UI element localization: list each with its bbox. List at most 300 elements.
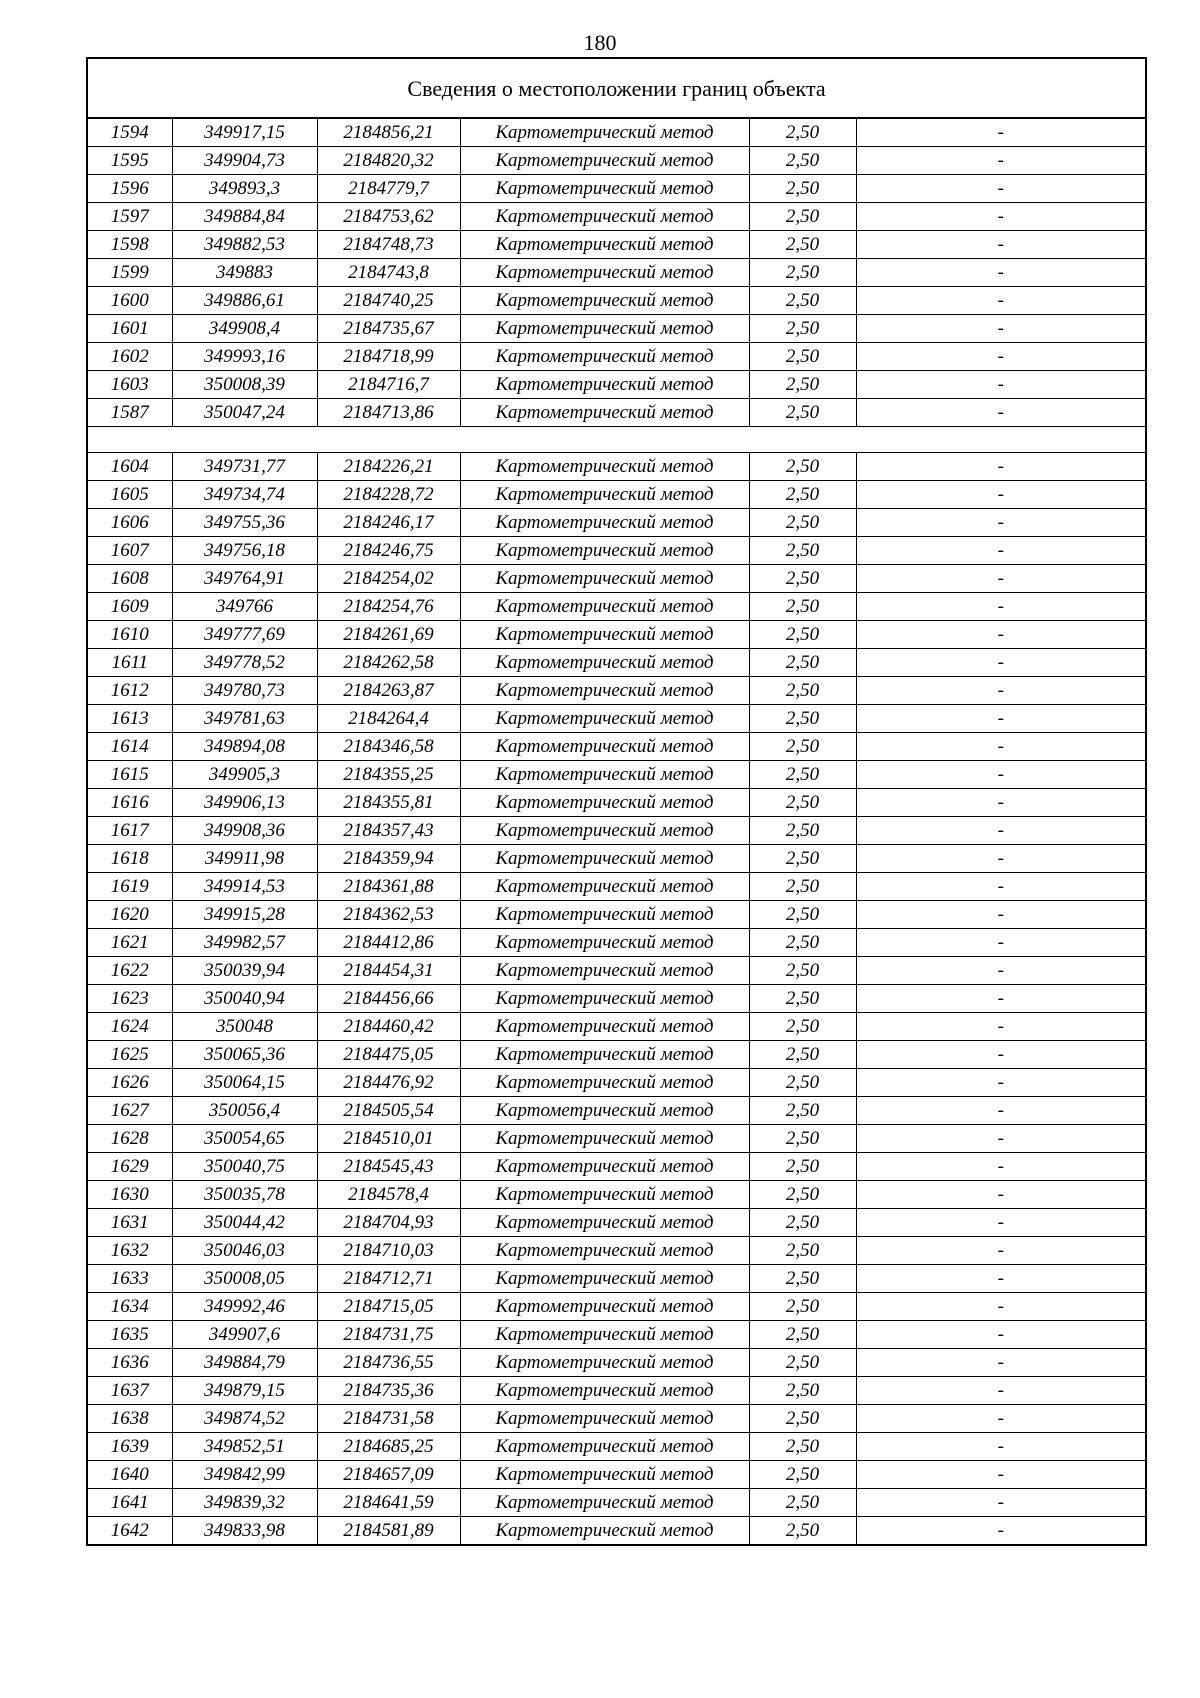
y-coordinate-cell: 2184361,88	[317, 873, 460, 901]
y-coordinate-cell: 2184716,7	[317, 371, 460, 399]
note-cell: -	[856, 1377, 1145, 1405]
point-number-cell: 1624	[88, 1013, 172, 1041]
method-cell: Картометрический метод	[460, 677, 749, 705]
table-row	[88, 1209, 1145, 1237]
x-coordinate-cell: 349904,73	[172, 147, 317, 175]
y-coordinate-cell: 2184263,87	[317, 677, 460, 705]
table-row	[88, 873, 1145, 901]
table-row	[88, 1433, 1145, 1461]
accuracy-cell: 2,50	[749, 371, 856, 399]
point-number-cell: 1642	[88, 1517, 172, 1545]
accuracy-cell: 2,50	[749, 1069, 856, 1097]
point-number-cell: 1635	[88, 1321, 172, 1349]
note-cell: -	[856, 565, 1145, 593]
table-row	[88, 147, 1145, 175]
table-row	[88, 1489, 1145, 1517]
y-coordinate-cell: 2184657,09	[317, 1461, 460, 1489]
point-number-cell: 1610	[88, 621, 172, 649]
x-coordinate-cell: 350035,78	[172, 1181, 317, 1209]
table-row	[88, 1321, 1145, 1349]
accuracy-cell: 2,50	[749, 175, 856, 203]
x-coordinate-cell: 349731,77	[172, 453, 317, 481]
x-coordinate-cell: 349911,98	[172, 845, 317, 873]
method-cell: Картометрический метод	[460, 1209, 749, 1237]
accuracy-cell: 2,50	[749, 957, 856, 985]
method-cell: Картометрический метод	[460, 1349, 749, 1377]
x-coordinate-cell: 350065,36	[172, 1041, 317, 1069]
note-cell: -	[856, 119, 1145, 147]
method-cell: Картометрический метод	[460, 1461, 749, 1489]
note-cell: -	[856, 1097, 1145, 1125]
x-coordinate-cell: 349777,69	[172, 621, 317, 649]
table-row	[88, 453, 1145, 481]
accuracy-cell: 2,50	[749, 399, 856, 427]
point-number-cell: 1599	[88, 259, 172, 287]
table-row	[88, 1517, 1145, 1545]
point-number-cell: 1603	[88, 371, 172, 399]
x-coordinate-cell: 349884,84	[172, 203, 317, 231]
accuracy-cell: 2,50	[749, 1125, 856, 1153]
method-cell: Картометрический метод	[460, 1405, 749, 1433]
point-number-cell: 1609	[88, 593, 172, 621]
note-cell: -	[856, 817, 1145, 845]
method-cell: Картометрический метод	[460, 371, 749, 399]
note-cell: -	[856, 649, 1145, 677]
note-cell: -	[856, 677, 1145, 705]
accuracy-cell: 2,50	[749, 287, 856, 315]
table-row	[88, 1265, 1145, 1293]
point-number-cell: 1611	[88, 649, 172, 677]
accuracy-cell: 2,50	[749, 593, 856, 621]
accuracy-cell: 2,50	[749, 677, 856, 705]
x-coordinate-cell: 350056,4	[172, 1097, 317, 1125]
point-number-cell: 1616	[88, 789, 172, 817]
y-coordinate-cell: 2184362,53	[317, 901, 460, 929]
table-row	[88, 621, 1145, 649]
table-row	[88, 1293, 1145, 1321]
table-row	[88, 203, 1145, 231]
point-number-cell: 1594	[88, 119, 172, 147]
y-coordinate-cell: 2184456,66	[317, 985, 460, 1013]
point-number-cell: 1608	[88, 565, 172, 593]
y-coordinate-cell: 2184731,75	[317, 1321, 460, 1349]
note-cell: -	[856, 147, 1145, 175]
accuracy-cell: 2,50	[749, 789, 856, 817]
x-coordinate-cell: 349756,18	[172, 537, 317, 565]
note-cell: -	[856, 343, 1145, 371]
separator-cell	[88, 427, 1145, 453]
table-row	[88, 761, 1145, 789]
point-number-cell: 1638	[88, 1405, 172, 1433]
table-row	[88, 1013, 1145, 1041]
method-cell: Картометрический метод	[460, 733, 749, 761]
x-coordinate-cell: 350054,65	[172, 1125, 317, 1153]
note-cell: -	[856, 203, 1145, 231]
method-cell: Картометрический метод	[460, 481, 749, 509]
table-title: Сведения о местоположении границ объекта	[88, 59, 1145, 119]
point-number-cell: 1618	[88, 845, 172, 873]
method-cell: Картометрический метод	[460, 1377, 749, 1405]
method-cell: Картометрический метод	[460, 929, 749, 957]
note-cell: -	[856, 1153, 1145, 1181]
table-row	[88, 565, 1145, 593]
x-coordinate-cell: 350008,05	[172, 1265, 317, 1293]
y-coordinate-cell: 2184228,72	[317, 481, 460, 509]
table-row	[88, 1097, 1145, 1125]
note-cell: -	[856, 371, 1145, 399]
accuracy-cell: 2,50	[749, 873, 856, 901]
method-cell: Картометрический метод	[460, 957, 749, 985]
table-row	[88, 1041, 1145, 1069]
note-cell: -	[856, 957, 1145, 985]
note-cell: -	[856, 287, 1145, 315]
table-row	[88, 231, 1145, 259]
note-cell: -	[856, 315, 1145, 343]
table-row	[88, 537, 1145, 565]
note-cell: -	[856, 453, 1145, 481]
x-coordinate-cell: 349893,3	[172, 175, 317, 203]
y-coordinate-cell: 2184476,92	[317, 1069, 460, 1097]
x-coordinate-cell: 349908,36	[172, 817, 317, 845]
point-number-cell: 1598	[88, 231, 172, 259]
note-cell: -	[856, 621, 1145, 649]
method-cell: Картометрический метод	[460, 593, 749, 621]
x-coordinate-cell: 349833,98	[172, 1517, 317, 1545]
point-number-cell: 1619	[88, 873, 172, 901]
note-cell: -	[856, 1461, 1145, 1489]
accuracy-cell: 2,50	[749, 1489, 856, 1517]
x-coordinate-cell: 349993,16	[172, 343, 317, 371]
note-cell: -	[856, 873, 1145, 901]
method-cell: Картометрический метод	[460, 343, 749, 371]
accuracy-cell: 2,50	[749, 1461, 856, 1489]
accuracy-cell: 2,50	[749, 985, 856, 1013]
method-cell: Картометрический метод	[460, 203, 749, 231]
note-cell: -	[856, 1293, 1145, 1321]
x-coordinate-cell: 349879,15	[172, 1377, 317, 1405]
table-row	[88, 1405, 1145, 1433]
point-number-cell: 1636	[88, 1349, 172, 1377]
x-coordinate-cell: 349874,52	[172, 1405, 317, 1433]
y-coordinate-cell: 2184510,01	[317, 1125, 460, 1153]
y-coordinate-cell: 2184359,94	[317, 845, 460, 873]
coordinates-table	[88, 119, 1145, 1544]
x-coordinate-cell: 349886,61	[172, 287, 317, 315]
point-number-cell: 1595	[88, 147, 172, 175]
y-coordinate-cell: 2184779,7	[317, 175, 460, 203]
y-coordinate-cell: 2184355,81	[317, 789, 460, 817]
note-cell: -	[856, 845, 1145, 873]
x-coordinate-cell: 350039,94	[172, 957, 317, 985]
accuracy-cell: 2,50	[749, 1209, 856, 1237]
accuracy-cell: 2,50	[749, 1405, 856, 1433]
method-cell: Картометрический метод	[460, 1433, 749, 1461]
method-cell: Картометрический метод	[460, 1265, 749, 1293]
y-coordinate-cell: 2184641,59	[317, 1489, 460, 1517]
point-number-cell: 1629	[88, 1153, 172, 1181]
note-cell: -	[856, 1181, 1145, 1209]
accuracy-cell: 2,50	[749, 1377, 856, 1405]
x-coordinate-cell: 350040,94	[172, 985, 317, 1013]
y-coordinate-cell: 2184713,86	[317, 399, 460, 427]
accuracy-cell: 2,50	[749, 119, 856, 147]
point-number-cell: 1621	[88, 929, 172, 957]
table-row	[88, 175, 1145, 203]
y-coordinate-cell: 2184712,71	[317, 1265, 460, 1293]
x-coordinate-cell: 349842,99	[172, 1461, 317, 1489]
point-number-cell: 1604	[88, 453, 172, 481]
point-number-cell: 1639	[88, 1433, 172, 1461]
table-row	[88, 929, 1145, 957]
accuracy-cell: 2,50	[749, 343, 856, 371]
accuracy-cell: 2,50	[749, 733, 856, 761]
accuracy-cell: 2,50	[749, 761, 856, 789]
x-coordinate-cell: 349908,4	[172, 315, 317, 343]
coordinates-table-body	[88, 119, 1145, 1544]
table-row	[88, 985, 1145, 1013]
note-cell: -	[856, 1125, 1145, 1153]
x-coordinate-cell: 350040,75	[172, 1153, 317, 1181]
accuracy-cell: 2,50	[749, 1517, 856, 1545]
accuracy-cell: 2,50	[749, 1041, 856, 1069]
accuracy-cell: 2,50	[749, 315, 856, 343]
method-cell: Картометрический метод	[460, 1321, 749, 1349]
accuracy-cell: 2,50	[749, 509, 856, 537]
table-row	[88, 1237, 1145, 1265]
note-cell: -	[856, 537, 1145, 565]
x-coordinate-cell: 349780,73	[172, 677, 317, 705]
note-cell: -	[856, 1349, 1145, 1377]
x-coordinate-cell: 349914,53	[172, 873, 317, 901]
x-coordinate-cell: 349839,32	[172, 1489, 317, 1517]
method-cell: Картометрический метод	[460, 537, 749, 565]
method-cell: Картометрический метод	[460, 399, 749, 427]
y-coordinate-cell: 2184254,02	[317, 565, 460, 593]
x-coordinate-cell: 350008,39	[172, 371, 317, 399]
note-cell: -	[856, 175, 1145, 203]
note-cell: -	[856, 1405, 1145, 1433]
note-cell: -	[856, 1489, 1145, 1517]
point-number-cell: 1627	[88, 1097, 172, 1125]
accuracy-cell: 2,50	[749, 649, 856, 677]
note-cell: -	[856, 705, 1145, 733]
method-cell: Картометрический метод	[460, 565, 749, 593]
point-number-cell: 1641	[88, 1489, 172, 1517]
accuracy-cell: 2,50	[749, 901, 856, 929]
accuracy-cell: 2,50	[749, 453, 856, 481]
y-coordinate-cell: 2184710,03	[317, 1237, 460, 1265]
y-coordinate-cell: 2184753,62	[317, 203, 460, 231]
accuracy-cell: 2,50	[749, 705, 856, 733]
x-coordinate-cell: 349883	[172, 259, 317, 287]
table-row	[88, 817, 1145, 845]
point-number-cell: 1602	[88, 343, 172, 371]
point-number-cell: 1615	[88, 761, 172, 789]
table-row	[88, 371, 1145, 399]
x-coordinate-cell: 349894,08	[172, 733, 317, 761]
x-coordinate-cell: 349915,28	[172, 901, 317, 929]
point-number-cell: 1612	[88, 677, 172, 705]
point-number-cell: 1613	[88, 705, 172, 733]
note-cell: -	[856, 1041, 1145, 1069]
accuracy-cell: 2,50	[749, 203, 856, 231]
method-cell: Картометрический метод	[460, 817, 749, 845]
table-row	[88, 287, 1145, 315]
method-cell: Картометрический метод	[460, 1181, 749, 1209]
note-cell: -	[856, 481, 1145, 509]
point-number-cell: 1600	[88, 287, 172, 315]
y-coordinate-cell: 2184254,76	[317, 593, 460, 621]
point-number-cell: 1617	[88, 817, 172, 845]
accuracy-cell: 2,50	[749, 817, 856, 845]
y-coordinate-cell: 2184545,43	[317, 1153, 460, 1181]
table-row	[88, 901, 1145, 929]
table-row	[88, 315, 1145, 343]
method-cell: Картометрический метод	[460, 621, 749, 649]
point-number-cell: 1628	[88, 1125, 172, 1153]
y-coordinate-cell: 2184740,25	[317, 287, 460, 315]
point-number-cell: 1625	[88, 1041, 172, 1069]
point-number-cell: 1607	[88, 537, 172, 565]
note-cell: -	[856, 1069, 1145, 1097]
accuracy-cell: 2,50	[749, 231, 856, 259]
note-cell: -	[856, 399, 1145, 427]
method-cell: Картометрический метод	[460, 1293, 749, 1321]
table-separator-row	[88, 427, 1145, 453]
table-row	[88, 1461, 1145, 1489]
point-number-cell: 1597	[88, 203, 172, 231]
y-coordinate-cell: 2184704,93	[317, 1209, 460, 1237]
table-row	[88, 1349, 1145, 1377]
y-coordinate-cell: 2184355,25	[317, 761, 460, 789]
method-cell: Картометрический метод	[460, 1013, 749, 1041]
table-row	[88, 733, 1145, 761]
accuracy-cell: 2,50	[749, 259, 856, 287]
method-cell: Картометрический метод	[460, 1153, 749, 1181]
method-cell: Картометрический метод	[460, 1097, 749, 1125]
y-coordinate-cell: 2184264,4	[317, 705, 460, 733]
x-coordinate-cell: 349882,53	[172, 231, 317, 259]
point-number-cell: 1606	[88, 509, 172, 537]
note-cell: -	[856, 733, 1145, 761]
y-coordinate-cell: 2184454,31	[317, 957, 460, 985]
table-row	[88, 1069, 1145, 1097]
method-cell: Картометрический метод	[460, 901, 749, 929]
method-cell: Картометрический метод	[460, 761, 749, 789]
y-coordinate-cell: 2184718,99	[317, 343, 460, 371]
x-coordinate-cell: 349906,13	[172, 789, 317, 817]
table-row	[88, 399, 1145, 427]
table-row	[88, 1377, 1145, 1405]
method-cell: Картометрический метод	[460, 1069, 749, 1097]
accuracy-cell: 2,50	[749, 1321, 856, 1349]
table-row	[88, 845, 1145, 873]
x-coordinate-cell: 349766	[172, 593, 317, 621]
page-number: 180	[583, 30, 617, 55]
table-row	[88, 1153, 1145, 1181]
accuracy-cell: 2,50	[749, 481, 856, 509]
method-cell: Картометрический метод	[460, 509, 749, 537]
y-coordinate-cell: 2184226,21	[317, 453, 460, 481]
point-number-cell: 1630	[88, 1181, 172, 1209]
method-cell: Картометрический метод	[460, 453, 749, 481]
boundary-table	[86, 57, 1147, 1546]
y-coordinate-cell: 2184578,4	[317, 1181, 460, 1209]
accuracy-cell: 2,50	[749, 147, 856, 175]
x-coordinate-cell: 350044,42	[172, 1209, 317, 1237]
method-cell: Картометрический метод	[460, 873, 749, 901]
table-row	[88, 677, 1145, 705]
x-coordinate-cell: 349778,52	[172, 649, 317, 677]
x-coordinate-cell: 350064,15	[172, 1069, 317, 1097]
y-coordinate-cell: 2184246,75	[317, 537, 460, 565]
method-cell: Картометрический метод	[460, 147, 749, 175]
table-row	[88, 1181, 1145, 1209]
x-coordinate-cell: 349764,91	[172, 565, 317, 593]
point-number-cell: 1614	[88, 733, 172, 761]
y-coordinate-cell: 2184505,54	[317, 1097, 460, 1125]
method-cell: Картометрический метод	[460, 175, 749, 203]
x-coordinate-cell: 349884,79	[172, 1349, 317, 1377]
point-number-cell: 1633	[88, 1265, 172, 1293]
note-cell: -	[856, 985, 1145, 1013]
accuracy-cell: 2,50	[749, 1349, 856, 1377]
x-coordinate-cell: 349917,15	[172, 119, 317, 147]
method-cell: Картометрический метод	[460, 1517, 749, 1545]
y-coordinate-cell: 2184731,58	[317, 1405, 460, 1433]
accuracy-cell: 2,50	[749, 1097, 856, 1125]
x-coordinate-cell: 349852,51	[172, 1433, 317, 1461]
accuracy-cell: 2,50	[749, 1013, 856, 1041]
method-cell: Картометрический метод	[460, 259, 749, 287]
method-cell: Картометрический метод	[460, 1041, 749, 1069]
accuracy-cell: 2,50	[749, 929, 856, 957]
note-cell: -	[856, 1209, 1145, 1237]
method-cell: Картометрический метод	[460, 287, 749, 315]
x-coordinate-cell: 349734,74	[172, 481, 317, 509]
accuracy-cell: 2,50	[749, 845, 856, 873]
method-cell: Картометрический метод	[460, 1489, 749, 1517]
method-cell: Картометрический метод	[460, 1125, 749, 1153]
table-row	[88, 1125, 1145, 1153]
note-cell: -	[856, 593, 1145, 621]
y-coordinate-cell: 2184715,05	[317, 1293, 460, 1321]
y-coordinate-cell: 2184820,32	[317, 147, 460, 175]
table-row	[88, 957, 1145, 985]
method-cell: Картометрический метод	[460, 1237, 749, 1265]
y-coordinate-cell: 2184346,58	[317, 733, 460, 761]
y-coordinate-cell: 2184736,55	[317, 1349, 460, 1377]
method-cell: Картометрический метод	[460, 789, 749, 817]
x-coordinate-cell: 349755,36	[172, 509, 317, 537]
method-cell: Картометрический метод	[460, 315, 749, 343]
note-cell: -	[856, 1265, 1145, 1293]
x-coordinate-cell: 349905,3	[172, 761, 317, 789]
note-cell: -	[856, 259, 1145, 287]
point-number-cell: 1601	[88, 315, 172, 343]
accuracy-cell: 2,50	[749, 621, 856, 649]
point-number-cell: 1623	[88, 985, 172, 1013]
point-number-cell: 1596	[88, 175, 172, 203]
y-coordinate-cell: 2184581,89	[317, 1517, 460, 1545]
table-row	[88, 481, 1145, 509]
y-coordinate-cell: 2184735,67	[317, 315, 460, 343]
point-number-cell: 1587	[88, 399, 172, 427]
accuracy-cell: 2,50	[749, 1181, 856, 1209]
x-coordinate-cell: 350046,03	[172, 1237, 317, 1265]
y-coordinate-cell: 2184743,8	[317, 259, 460, 287]
accuracy-cell: 2,50	[749, 565, 856, 593]
